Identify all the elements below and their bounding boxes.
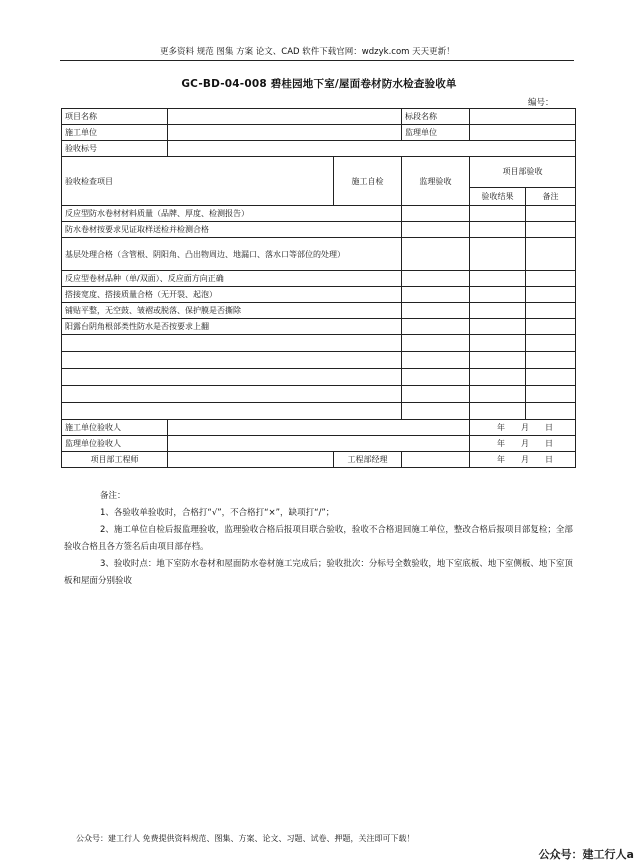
remark-cell[interactable] [526, 206, 576, 222]
signoff-row [62, 452, 576, 468]
supervisor-value[interactable] [470, 125, 576, 141]
contractor-acceptor-signature[interactable] [168, 420, 470, 436]
check-item: 防水卷材按要求见证取样送检并检测合格 [62, 222, 402, 238]
project-name-value[interactable] [168, 109, 402, 125]
blank-row [62, 403, 576, 420]
check-item: 反应型卷材品种（单/双面）、反应面方向正确 [62, 271, 402, 287]
table-row [62, 238, 576, 271]
notes-label: 备注： [100, 491, 126, 501]
contractor-acceptor-label: 施工单位验收人 [62, 420, 168, 436]
blank-cell[interactable] [526, 335, 576, 352]
contractor-value[interactable] [168, 125, 402, 141]
serial-label: 编号： [528, 98, 554, 108]
table-header-row [62, 157, 576, 188]
note-1: 1、各验收单验收时，合格打“√”，不合格打“×”，缺项打“/”； [100, 508, 335, 518]
blank-row [62, 386, 576, 403]
self-check-header: 施工自检 [334, 157, 402, 206]
watermark: 公众号：建工行人a [538, 848, 634, 861]
table-row [62, 271, 576, 287]
supervisor-acceptor-signature[interactable] [168, 436, 470, 452]
blank-cell[interactable] [402, 335, 470, 352]
blank-cell[interactable] [402, 352, 470, 369]
date-cell[interactable]: 年 月 日 [470, 420, 576, 436]
result-header: 验收结果 [470, 187, 526, 205]
supervision-cell[interactable] [402, 287, 470, 303]
blank-item-cell[interactable] [62, 335, 402, 352]
blank-cell[interactable] [470, 386, 526, 403]
info-row [62, 125, 576, 141]
supervisor-acceptor-label: 监理单位验收人 [62, 436, 168, 452]
info-row [62, 109, 576, 125]
page-title: GC-BD-04-008 碧桂园地下室/屋面卷材防水检查验收单 [181, 78, 457, 90]
supervision-cell[interactable] [402, 271, 470, 287]
result-cell[interactable] [470, 238, 526, 271]
supervision-header: 监理验收 [402, 157, 470, 206]
standard-label: 验收标号 [62, 141, 168, 157]
blank-item-cell[interactable] [62, 352, 402, 369]
blank-row [62, 369, 576, 386]
blank-cell[interactable] [526, 386, 576, 403]
note-2: 2、施工单位自检后报监理验收，监理验收合格后报项目联合验收，验收不合格退回施工单位，整改合格后报项目部复检；全部验收合格且各方签名后由项目部存档。 [64, 525, 573, 552]
header-note: 更多资料 规范 图集 方案 论文、CAD 软件下载官网：wdzyk.com 天天更新！ [160, 47, 455, 57]
table-row [62, 287, 576, 303]
check-item: 搭接宽度、搭接质量合格（无开裂、起泡） [62, 287, 402, 303]
blank-row [62, 352, 576, 369]
project-dept-header: 项目部验收 [470, 157, 576, 188]
blank-cell[interactable] [402, 403, 470, 420]
blank-item-cell[interactable] [62, 386, 402, 403]
info-row [62, 141, 576, 157]
project-engineer-label: 项目部工程师 [62, 452, 168, 468]
date-cell[interactable]: 年 月 日 [470, 452, 576, 468]
table-row [62, 319, 576, 335]
blank-cell[interactable] [526, 403, 576, 420]
table-row [62, 222, 576, 238]
section-name-value[interactable] [470, 109, 576, 125]
signoff-row [62, 436, 576, 452]
project-engineer-signature[interactable] [168, 452, 334, 468]
engineering-manager-label: 工程部经理 [334, 452, 402, 468]
remark-cell[interactable] [526, 303, 576, 319]
check-item: 阳露台阴角根部类性防水是否按要求上翻 [62, 319, 402, 335]
supervision-cell[interactable] [402, 222, 470, 238]
remark-cell[interactable] [526, 238, 576, 271]
blank-cell[interactable] [402, 386, 470, 403]
check-item: 铺贴平整，无空鼓、皱褶或脱落、保护膜是否撕除 [62, 303, 402, 319]
table-row [62, 303, 576, 319]
remark-header: 备注 [526, 187, 576, 205]
remark-cell[interactable] [526, 287, 576, 303]
inspection-form-table [61, 108, 576, 468]
blank-cell[interactable] [470, 352, 526, 369]
notes-section [64, 488, 574, 590]
section-name-label: 标段名称 [402, 109, 470, 125]
supervision-cell[interactable] [402, 238, 470, 271]
blank-item-cell[interactable] [62, 369, 402, 386]
note-3: 3、验收时点：地下室防水卷材和屋面防水卷材施工完成后；验收批次：分标号全数验收，地下室底板、地下室侧板、地下室顶板和屋面分别验收 [64, 559, 573, 586]
supervisor-label: 监理单位 [402, 125, 470, 141]
remark-cell[interactable] [526, 319, 576, 335]
result-cell[interactable] [470, 303, 526, 319]
blank-cell[interactable] [526, 369, 576, 386]
project-name-label: 项目名称 [62, 109, 168, 125]
result-cell[interactable] [470, 206, 526, 222]
contractor-label: 施工单位 [62, 125, 168, 141]
blank-item-cell[interactable] [62, 403, 402, 420]
signoff-row [62, 420, 576, 436]
engineering-manager-signature[interactable] [402, 452, 470, 468]
remark-cell[interactable] [526, 271, 576, 287]
result-cell[interactable] [470, 222, 526, 238]
table-row [62, 206, 576, 222]
blank-cell[interactable] [526, 352, 576, 369]
result-cell[interactable] [470, 287, 526, 303]
blank-cell[interactable] [470, 403, 526, 420]
check-item: 基层处理合格（含管根、阴阳角、凸出物周边、地漏口、落水口等部位的处理） [62, 238, 402, 271]
remark-cell[interactable] [526, 222, 576, 238]
supervision-cell[interactable] [402, 303, 470, 319]
blank-cell[interactable] [402, 369, 470, 386]
footer-note: 公众号：建工行人 免费提供资料规范、图集、方案、论文、习题、试卷、押题，关注即可下载！ [76, 834, 415, 843]
check-item: 反应型防水卷材材料质量（品牌、厚度、检测报告） [62, 206, 402, 222]
supervision-cell[interactable] [402, 319, 470, 335]
standard-value[interactable] [168, 141, 576, 157]
blank-row [62, 335, 576, 352]
blank-cell[interactable] [470, 369, 526, 386]
header-rule [60, 60, 574, 61]
result-cell[interactable] [470, 319, 526, 335]
blank-cell[interactable] [470, 335, 526, 352]
result-cell[interactable] [470, 271, 526, 287]
supervision-cell[interactable] [402, 206, 470, 222]
items-header: 验收检查项目 [62, 157, 334, 206]
date-cell[interactable]: 年 月 日 [470, 436, 576, 452]
